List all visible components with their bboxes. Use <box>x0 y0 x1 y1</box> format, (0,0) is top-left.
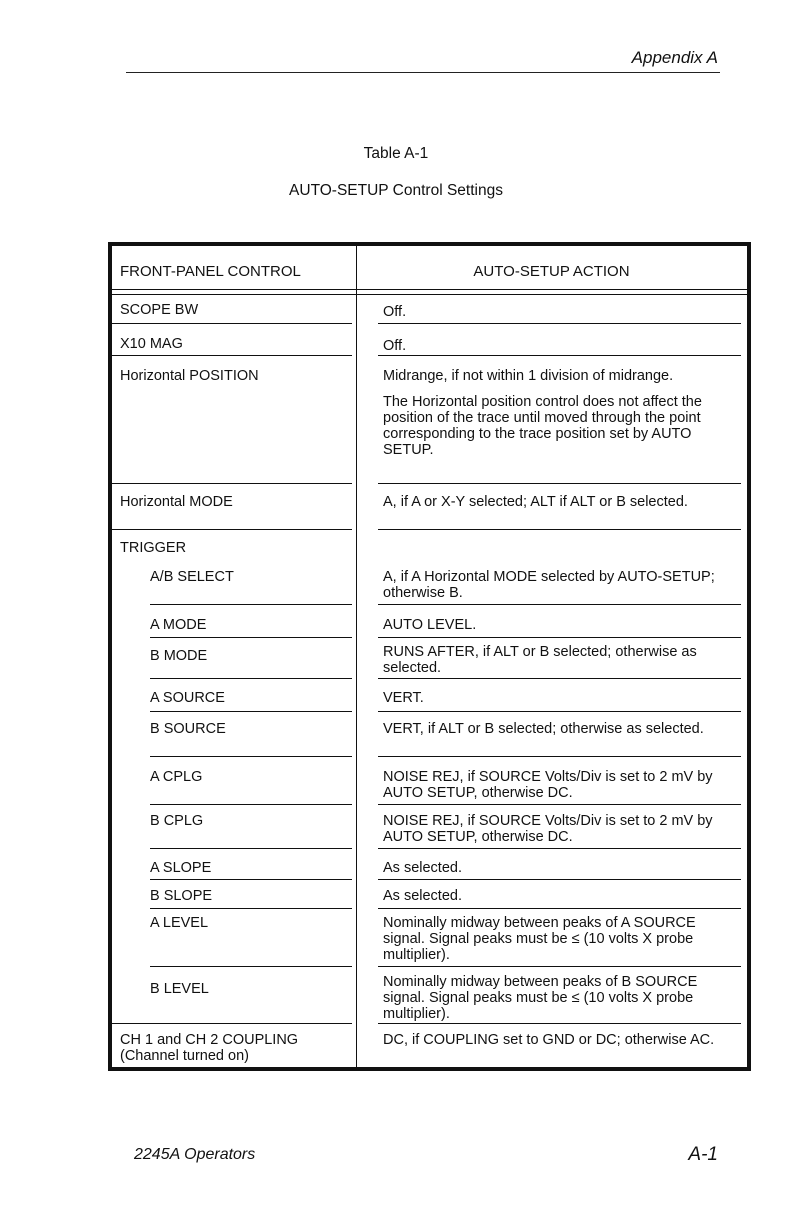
table-title: AUTO-SETUP Control Settings <box>289 182 503 199</box>
row-action: DC, if COUPLING set to GND or DC; otherwise AC. <box>383 1032 715 1048</box>
row-action: AUTO LEVEL. <box>383 617 477 633</box>
table-number: Table A-1 <box>363 145 429 162</box>
row-rule <box>150 966 352 967</box>
row-rule <box>378 908 741 909</box>
row-control: B LEVEL <box>150 981 209 997</box>
row-rule <box>150 711 352 712</box>
row-rule <box>150 604 352 605</box>
row-action: VERT. <box>383 690 424 706</box>
row-rule <box>378 483 741 484</box>
row-action: A, if A Horizontal MODE selected by AUTO-SETUP; otherwise B. <box>383 569 715 601</box>
section-header: Appendix A <box>631 48 718 67</box>
header-rule <box>126 72 720 73</box>
row-control: B SOURCE <box>150 721 226 737</box>
row-control: Horizontal POSITION <box>120 368 259 384</box>
column-divider <box>356 246 357 1067</box>
row-rule <box>112 323 352 324</box>
row-rule <box>112 483 352 484</box>
row-action: Off. <box>383 338 407 354</box>
row-rule <box>378 756 741 757</box>
row-control: A SLOPE <box>150 860 212 876</box>
row-rule <box>150 879 352 880</box>
row-rule <box>112 355 352 356</box>
row-rule <box>112 529 352 530</box>
row-rule <box>112 1023 352 1024</box>
row-control: A MODE <box>150 617 207 633</box>
row-action: Nominally midway between peaks of B SOURCE signal. Signal peaks must be ≤ (10 volts X probe multiplier). <box>383 974 698 1022</box>
settings-table <box>108 242 751 1071</box>
header-action: AUTO-SETUP ACTION <box>473 263 630 280</box>
row-rule <box>378 711 741 712</box>
row-control: A CPLG <box>150 769 203 785</box>
row-control: A/B SELECT <box>150 569 234 585</box>
row-control: B SLOPE <box>150 888 213 904</box>
row-control: B MODE <box>150 648 208 664</box>
row-action: A, if A or X-Y selected; ALT if ALT or B selected. <box>383 494 688 510</box>
row-rule <box>378 966 741 967</box>
row-rule <box>378 804 741 805</box>
footer-manual: 2245A Operators <box>134 1146 256 1163</box>
row-rule <box>150 637 352 638</box>
row-control: B CPLG <box>150 813 204 829</box>
row-rule <box>378 848 741 849</box>
row-rule <box>150 848 352 849</box>
row-rule <box>378 529 741 530</box>
row-action: Midrange, if not within 1 division of midrange. The Horizontal position control does not affect the position of the trace until moved through the point corresponding to the trace position set by AUTO SETUP. <box>383 368 702 458</box>
row-control: X10 MAG <box>120 336 183 352</box>
header-rule-top <box>112 289 747 290</box>
row-action: VERT, if ALT or B selected; otherwise as selected. <box>383 721 704 737</box>
row-action: RUNS AFTER, if ALT or B selected; otherwise as selected. <box>383 644 697 676</box>
row-action: As selected. <box>383 860 462 876</box>
row-rule <box>378 323 741 324</box>
row-action: Off. <box>383 304 407 320</box>
row-rule <box>150 678 352 679</box>
row-rule <box>378 637 741 638</box>
row-rule <box>150 908 352 909</box>
row-rule <box>378 1023 741 1024</box>
header-rule-bottom <box>112 294 747 295</box>
row-rule <box>150 756 352 757</box>
row-rule <box>378 879 741 880</box>
row-action: As selected. <box>383 888 462 904</box>
row-control: CH 1 and CH 2 COUPLING (Channel turned on) <box>120 1032 299 1064</box>
row-control: A SOURCE <box>150 690 225 706</box>
row-control: SCOPE BW <box>120 302 199 318</box>
row-action: NOISE REJ, if SOURCE Volts/Div is set to 2 mV by AUTO SETUP, otherwise DC. <box>383 769 713 801</box>
trigger-group-label: TRIGGER <box>120 540 187 556</box>
header-control: FRONT-PANEL CONTROL <box>120 263 301 280</box>
row-action: NOISE REJ, if SOURCE Volts/Div is set to 2 mV by AUTO SETUP, otherwise DC. <box>383 813 713 845</box>
row-rule <box>378 604 741 605</box>
row-control: A LEVEL <box>150 915 209 931</box>
row-action: Nominally midway between peaks of A SOURCE signal. Signal peaks must be ≤ (10 volts X probe multiplier). <box>383 915 696 963</box>
row-rule <box>150 804 352 805</box>
row-rule <box>378 678 741 679</box>
row-control: Horizontal MODE <box>120 494 233 510</box>
row-rule <box>378 355 741 356</box>
footer-page-number: A-1 <box>688 1144 718 1165</box>
